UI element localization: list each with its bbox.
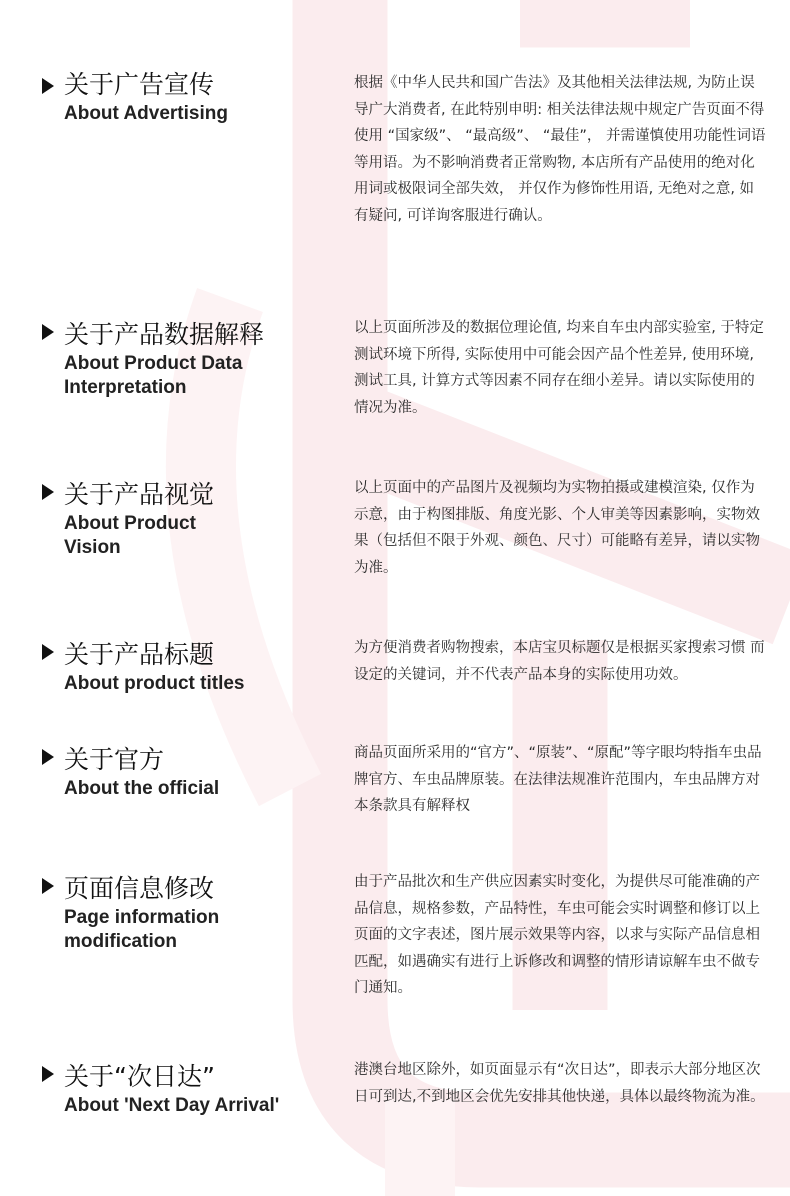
section-body: 商品页面所采用的“官方”、“原装”、“原配”等字眼均特指车虫品牌官方、车虫品牌原装。在法律法规准许范围内，车虫品牌方对本条款具有解释权 — [354, 745, 762, 814]
section-title-cn: 页面信息修改 — [64, 874, 215, 903]
section-title-cn: 关于“次日达” — [64, 1062, 215, 1091]
triangle-bullet-icon — [42, 484, 54, 500]
triangle-bullet-icon — [42, 749, 54, 765]
section-body: 以上页面所涉及的数据位理论值, 均来自车虫内部实验室, 于特定测试环境下所得, 实际使用中可能会因产品个性差异, 使用环境, 测试工具, 计算方式等因素不同存在细小差异。请以实际使用的情况为准。 — [354, 320, 764, 416]
section-title-en: About Product Data Interpretation — [64, 353, 243, 398]
triangle-bullet-icon — [42, 644, 54, 660]
section-body: 由于产品批次和生产供应因素实时变化，为提供尽可能准确的产品信息，规格参数，产品特性，车虫可能会实时调整和修订以上页面的文字表述，图片展示效果等内容，以求与实际产品信息相匹配，如遇确实有进行上诉修改和调整的情形请谅解车虫不做专门通知。 — [354, 874, 760, 996]
section-title-cn: 关于产品数据解释 — [64, 320, 265, 349]
triangle-bullet-icon — [42, 78, 54, 94]
section-title-cn: 关于产品视觉 — [64, 480, 215, 509]
triangle-bullet-icon — [42, 1066, 54, 1082]
section-title-cn: 关于产品标题 — [64, 640, 215, 669]
section-title-en: About 'Next Day Arrival' — [64, 1095, 280, 1116]
section-title-en: About Product Vision — [64, 513, 196, 558]
section-title-en: About the official — [64, 778, 220, 799]
section-body: 为方便消费者购物搜索，本店宝贝标题仅是根据买家搜索习惯 而设定的关键词，并不代表产品本身的实际使用功效。 — [354, 640, 765, 683]
section-title-en: About Advertising — [64, 103, 228, 124]
section-body: 港澳台地区除外，如页面显示有“次日达”，即表示大部分地区次日可到达,不到地区会优先安排其他快递，具体以最终物流为准。 — [354, 1062, 765, 1105]
section-title-cn: 关于广告宣传 — [64, 70, 215, 99]
section-body: 以上页面中的产品图片及视频均为实物拍摄或建模渲染, 仅作为示意，由于构图排版、角度光影、个人审美等因素影响，实物效果（包括但不限于外观、颜色、尺寸）可能略有差异，请以实物为准。 — [354, 480, 760, 576]
section-body: 根据《中华人民共和国广告法》及其他相关法律法规, 为防止误导广大消费者, 在此特别申明: 相关法律法规中规定广告页面不得使用 “国家级”、 “最高级”、 “最佳”， 并需谨慎使用功能性词语等用语。为不影响消费者正常购物, 本店所有产品使用的绝对化用词或极限词全部失效， 并仅作为修饰性用语, 无绝对之意, 如有疑问, 可详询客服进行确认。 — [354, 75, 766, 224]
triangle-bullet-icon — [42, 324, 54, 340]
section-title-en: Page information modification — [64, 907, 220, 952]
triangle-bullet-icon — [42, 878, 54, 894]
section-title-en: About product titles — [64, 673, 245, 694]
section-title-cn: 关于官方 — [64, 745, 165, 774]
